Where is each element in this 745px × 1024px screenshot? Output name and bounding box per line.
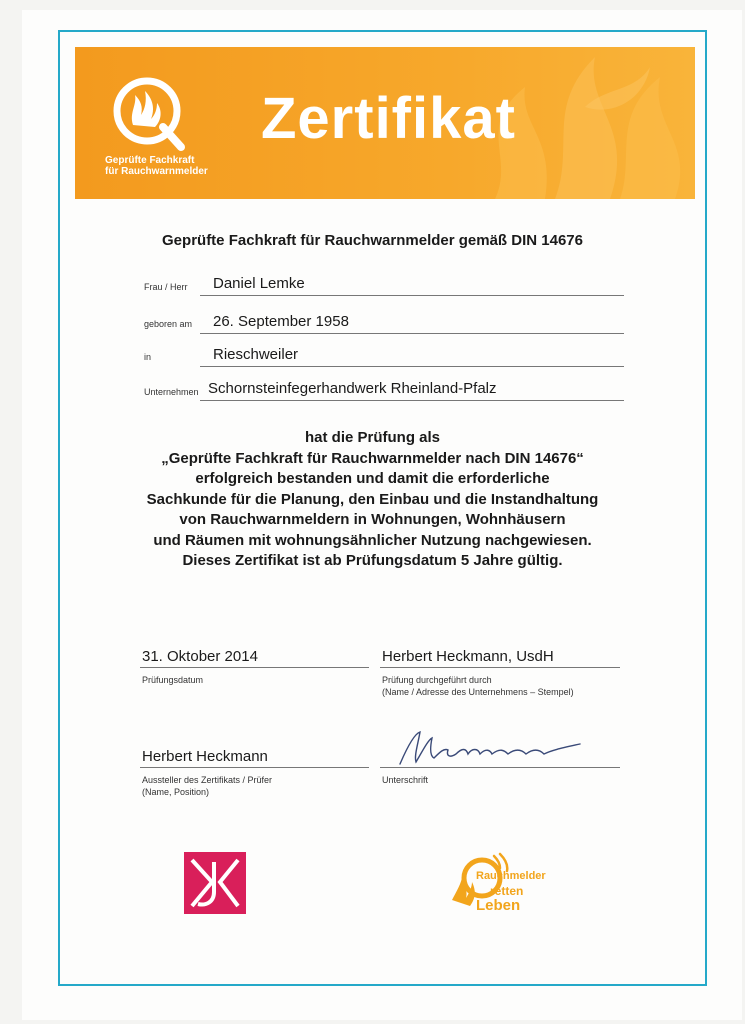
exam-conductor-value: Herbert Heckmann, UsdH [382,648,554,665]
issuer-underline [140,767,369,768]
statement-line: „Geprüfte Fachkraft für Rauchwarnmelder nach DIN 14676“ [161,449,584,467]
exam-date-underline [140,667,369,668]
association-logo-icon [184,852,246,914]
statement-line: Sachkunde für die Planung, den Einbau und die Instandhaltung [146,490,599,508]
exam-date-label: Prüfungsdatum [142,675,204,685]
exam-date-value: 31. Oktober 2014 [142,648,258,665]
name-underline [200,295,624,296]
q-flame-logo-icon [111,75,189,153]
signature-underline [380,767,620,768]
statement-line: von Rauchwarnmeldern in Wohnungen, Wohnhäusern [179,511,566,528]
issuer-label [142,774,272,798]
campaign-line-1: Rauchmelder [476,870,546,882]
place-value: Rieschweiler [213,346,299,363]
place-underline [200,366,624,367]
name-value: Daniel Lemke [213,275,305,292]
exam-conductor-label-line: (Name / Adresse des Unternehmens – Stempel) [382,687,574,697]
company-value: Schornsteinfegerhandwerk Rheinland-Pfalz [208,380,497,397]
statement-line: hat die Prüfung als [304,429,440,446]
exam-conductor-label [382,674,574,698]
issuer-label-line: Aussteller des Zertifikats / Prüfer [142,775,273,785]
logo-caption [105,155,208,177]
birth-label: geboren am [144,319,193,329]
birth-underline [200,333,624,334]
certificate-subtitle: Geprüfte Fachkraft für Rauchwarnmelder gemäß DIN 14676 [162,232,583,249]
issuer-label-line: (Name, Position) [142,787,210,797]
company-label: Unternehmen [144,387,199,397]
certificate-banner [75,47,695,199]
birth-value: 26. September 1958 [213,313,349,330]
issuer-value: Herbert Heckmann [142,748,268,765]
statement-line: erfolgreich bestanden und damit die erforderliche [195,470,550,487]
logo-caption-line: für Rauchwarnmelder [105,166,208,177]
logo-caption-line: Geprüfte Fachkraft [105,155,195,166]
name-label: Frau / Herr [144,282,188,292]
company-underline [200,400,624,401]
campaign-line-2: retten [490,884,524,898]
certificate-statement [80,428,665,572]
statement-line: Dieses Zertifikat ist ab Prüfungsdatum 5 Jahre gültig. [182,552,563,569]
campaign-line-3: Leben [476,897,521,914]
handwritten-signature-icon [392,726,592,768]
exam-conductor-label-line: Prüfung durchgeführt durch [382,675,492,685]
exam-conductor-underline [380,667,620,668]
place-label: in [144,352,152,362]
campaign-logo [450,852,560,916]
certificate-title: Zertifikat [261,86,516,151]
statement-line: und Räumen mit wohnungsähnlicher Nutzung nachgewiesen. [153,531,592,549]
signature-label: Unterschrift [382,775,429,785]
